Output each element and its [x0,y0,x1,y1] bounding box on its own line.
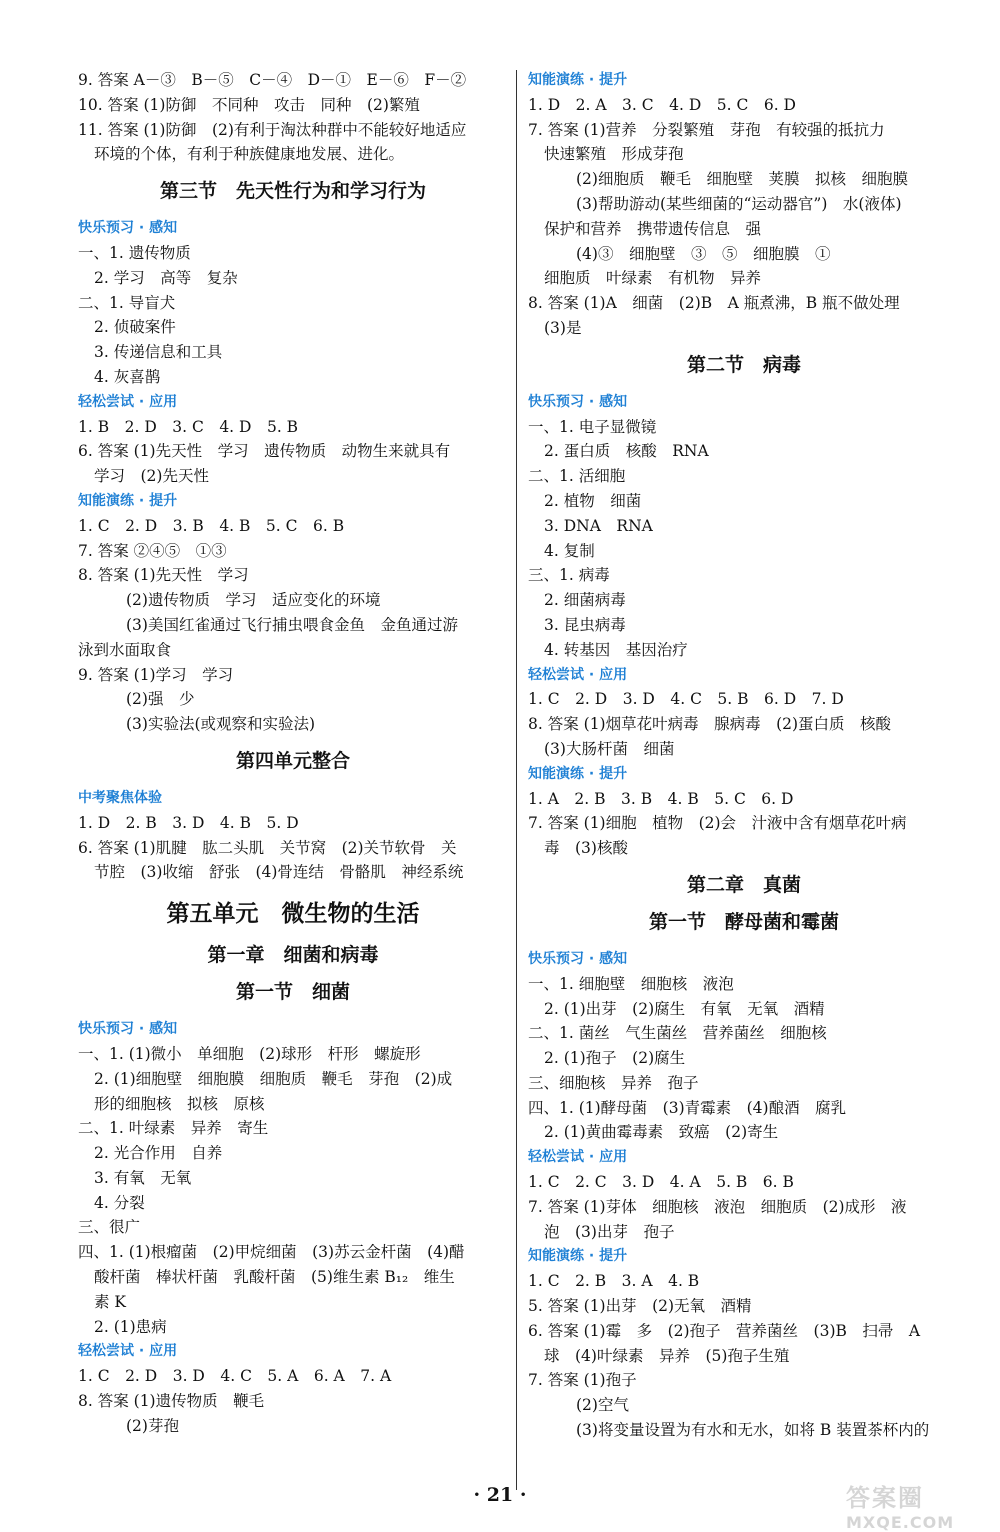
answer-line: 6. 答案 (1)霉 多 (2)孢子 营养菌丝 (3)B 扫帚 A [528,1321,921,1340]
answer-line: 泡 (3)出芽 孢子 [544,1222,675,1241]
left-column [78,68,508,1439]
answer-line: (2)细胞质 鞭毛 细胞壁 荚膜 拟核 细胞膜 [576,170,908,189]
answer-line: 7. 答案 (1)细胞 植物 (2)会 汁液中含有烟草花叶病 [528,814,907,833]
answer-line: 2. (1)患病 [94,1317,167,1336]
answer-line: 7. 答案 (1)孢子 [528,1371,637,1390]
answer-line: 酸杆菌 棒状杆菌 乳酸杆菌 (5)维生素 B₁₂ 维生 [94,1268,455,1287]
answer-line: (3)帮助游动(某些细菌的“运动器官”) 水(液体) [576,194,902,213]
answer-line: 节腔 (3)收缩 舒张 (4)骨连结 骨骼肌 神经系统 [94,863,464,882]
answer-line: 2. 细菌病毒 [544,591,626,610]
answer-line: 10. 答案 (1)防御 不同种 攻击 同种 (2)繁殖 [78,95,420,114]
answer-line: (3)是 [544,318,582,337]
answer-line: 8. 答案 (1)先天性 学习 [78,566,249,585]
section-label: 知能演练 · 提升 [528,72,628,88]
answer-line: 7. 答案 (1)营养 分裂繁殖 芽孢 有较强的抵抗力 [528,120,885,139]
answer-line: 二、1. 叶绿素 异养 寄生 [78,1119,269,1138]
answer-line: 5. 答案 (1)出芽 (2)无氧 酒精 [528,1297,752,1316]
answer-line: 8. 答案 (1)烟草花叶病毒 腺病毒 (2)蛋白质 核酸 [528,715,892,734]
answer-line: (4)③ 细胞壁 ③ ⑤ 细胞膜 ① [576,244,831,263]
answer-line: (3)美国红雀通过飞行捕虫喂食金鱼 金鱼通过游 [126,615,458,634]
answer-line: (2)空气 [576,1396,629,1415]
section-heading: 第二章 真菌 [686,873,801,896]
answer-line: (3)实验法(或观察和实验法) [126,715,316,734]
answer-line: 3. 有氧 无氧 [94,1168,192,1187]
right-column [528,68,960,1443]
section-heading: 第三节 先天性行为和学习行为 [159,180,426,203]
answer-line: 4. 分裂 [94,1193,145,1212]
answer-line: 2. 植物 细菌 [544,491,642,510]
answer-line: 3. 昆虫病毒 [544,615,626,634]
watermark-logo [846,1478,996,1530]
answer-line: 6. 答案 (1)肌腱 肱二头肌 关节窝 (2)关节软骨 关 [78,838,457,857]
section-label: 知能演练 · 提升 [78,492,178,509]
answer-line: 2. 侦破案件 [94,318,176,337]
answer-line: 泳到水面取食 [78,640,172,659]
column-divider [516,70,517,1490]
answer-line: 7. 答案 ②④⑤ ①③ [78,541,227,560]
watermark-line2: MXQE.COM [846,1513,955,1532]
answer-line: 2. 学习 高等 复杂 [94,268,238,287]
answer-line: 6. 答案 (1)先天性 学习 遗传物质 动物生来就具有 [78,442,451,461]
answer-line: 学习 (2)先天性 [94,467,209,486]
answer-line: 1. D 2. B 3. D 4. B 5. D [78,813,299,832]
section-label: 轻松尝试 · 应用 [528,666,628,683]
answer-line: 9. 答案 A－③ B－⑤ C－④ D－① E－⑥ F－② [78,71,467,89]
answer-line: 素 K [94,1292,127,1311]
answer-line: (2)遗传物质 学习 适应变化的环境 [126,591,381,610]
answer-line: 三、细胞核 异养 孢子 [528,1073,699,1092]
answer-line: 一、1. (1)微小 单细胞 (2)球形 杆形 螺旋形 [78,1044,421,1063]
section-label: 快乐预习 · 感知 [78,1021,178,1038]
section-heading: 第一节 细菌 [235,981,350,1004]
answer-line: 一、1. 遗传物质 [78,243,191,262]
section-heading: 第二节 病毒 [686,353,801,376]
answer-line: 二、1. 活细胞 [528,467,626,486]
answer-line: 二、1. 导盲犬 [78,293,176,312]
answer-line: 1. A 2. B 3. B 4. B 5. C 6. D [528,789,794,808]
section-label: 快乐预习 · 感知 [528,393,628,410]
answer-line: 9. 答案 (1)学习 学习 [78,665,234,684]
answer-line: 球 (4)叶绿素 异养 (5)孢子生殖 [544,1346,790,1365]
answer-line: 8. 答案 (1)遗传物质 鞭毛 [78,1392,265,1411]
answer-line: 3. 传递信息和工具 [94,343,223,362]
answer-line: 快速繁殖 形成芽孢 [544,145,684,164]
answer-line: 7. 答案 (1)芽体 细胞核 液泡 细胞质 (2)成形 液 [528,1197,907,1216]
answer-line: 2. (1)出芽 (2)腐生 有氧 无氧 酒精 [544,999,825,1018]
section-label: 轻松尝试 · 应用 [78,1343,178,1360]
answer-line: 2. (1)细胞壁 细胞膜 细胞质 鞭毛 芽孢 (2)成 [94,1069,453,1088]
answer-line: 三、很广 [78,1218,141,1237]
section-label: 知能演练 · 提升 [528,1248,628,1265]
unit-heading: 第五单元 微生物的生活 [166,901,420,928]
answer-line: 一、1. 细胞壁 细胞核 液泡 [528,974,734,993]
answer-line: 1. C 2. B 3. A 4. B [528,1272,700,1291]
answer-line: 一、1. 电子显微镜 [528,417,657,436]
answer-line: (3)大肠杆菌 细菌 [544,739,675,758]
answer-line: 形的细胞核 拟核 原核 [94,1094,265,1113]
section-label: 知能演练 · 提升 [528,765,628,782]
answer-line: 8. 答案 (1)A 细菌 (2)B A 瓶煮沸，B 瓶不做处理 [528,294,900,313]
section-label: 轻松尝试 · 应用 [528,1149,628,1166]
answer-line: 1. D 2. A 3. C 4. D 5. C 6. D [528,95,796,114]
answer-line: (3)将变量设置为有水和无水，如将 B 装置茶杯内的 [576,1421,930,1440]
answer-line: (2)芽孢 [126,1416,179,1435]
answer-line: 2. (1)孢子 (2)腐生 [544,1049,686,1068]
answer-line: 1. C 2. C 3. D 4. A 5. B 6. B [528,1173,794,1192]
section-label: 中考聚焦体验 [78,789,162,806]
page-number: · 21 · [473,1484,527,1506]
answer-line: 11. 答案 (1)防御 (2)有利于淘汰种群中不能较好地适应 [78,120,467,139]
answer-line: (2)强 少 [126,690,195,709]
answer-line: 保护和营养 携带遗传信息 强 [544,219,762,238]
answer-line: 2. 光合作用 自养 [94,1144,223,1163]
answer-line: 二、1. 菌丝 气生菌丝 营养菌丝 细胞核 [528,1024,827,1043]
answer-line: 2. (1)黄曲霉毒素 致癌 (2)寄生 [544,1123,779,1142]
answer-line: 四、1. (1)根瘤菌 (2)甲烷细菌 (3)苏云金杆菌 (4)醋 [78,1243,465,1262]
watermark-line1: 答案圈 [846,1484,924,1512]
section-label: 轻松尝试 · 应用 [78,393,178,410]
answer-line: 细胞质 叶绿素 有机物 异养 [544,269,762,288]
section-heading: 第一节 酵母菌和霉菌 [648,910,839,933]
answer-line: 2. 蛋白质 核酸 RNA [544,442,709,461]
answer-line: 4. 复制 [544,541,595,560]
section-label: 快乐预习 · 感知 [528,950,628,967]
answer-line: 1. C 2. D 3. B 4. B 5. C 6. B [78,516,345,535]
section-heading: 第一章 细菌和病毒 [207,944,379,967]
answer-line: 四、1. (1)酵母菌 (3)青霉素 (4)酿酒 腐乳 [528,1098,847,1117]
answer-line: 1. B 2. D 3. C 4. D 5. B [78,417,299,436]
section-label: 快乐预习 · 感知 [78,220,178,237]
answer-line: 毒 (3)核酸 [544,839,628,858]
section-heading: 第四单元整合 [235,749,350,772]
answer-line: 3. DNA RNA [544,516,653,535]
answer-line: 1. C 2. D 3. D 4. C 5. B 6. D 7. D [528,690,844,709]
answer-line: 环境的个体，有利于种族健康地发展、进化。 [94,145,405,164]
answer-line: 4. 转基因 基因治疗 [544,640,688,659]
answer-line: 1. C 2. D 3. D 4. C 5. A 6. A 7. A [78,1367,392,1386]
answer-line: 三、1. 病毒 [528,566,610,585]
answer-line: 4. 灰喜鹊 [94,367,161,386]
